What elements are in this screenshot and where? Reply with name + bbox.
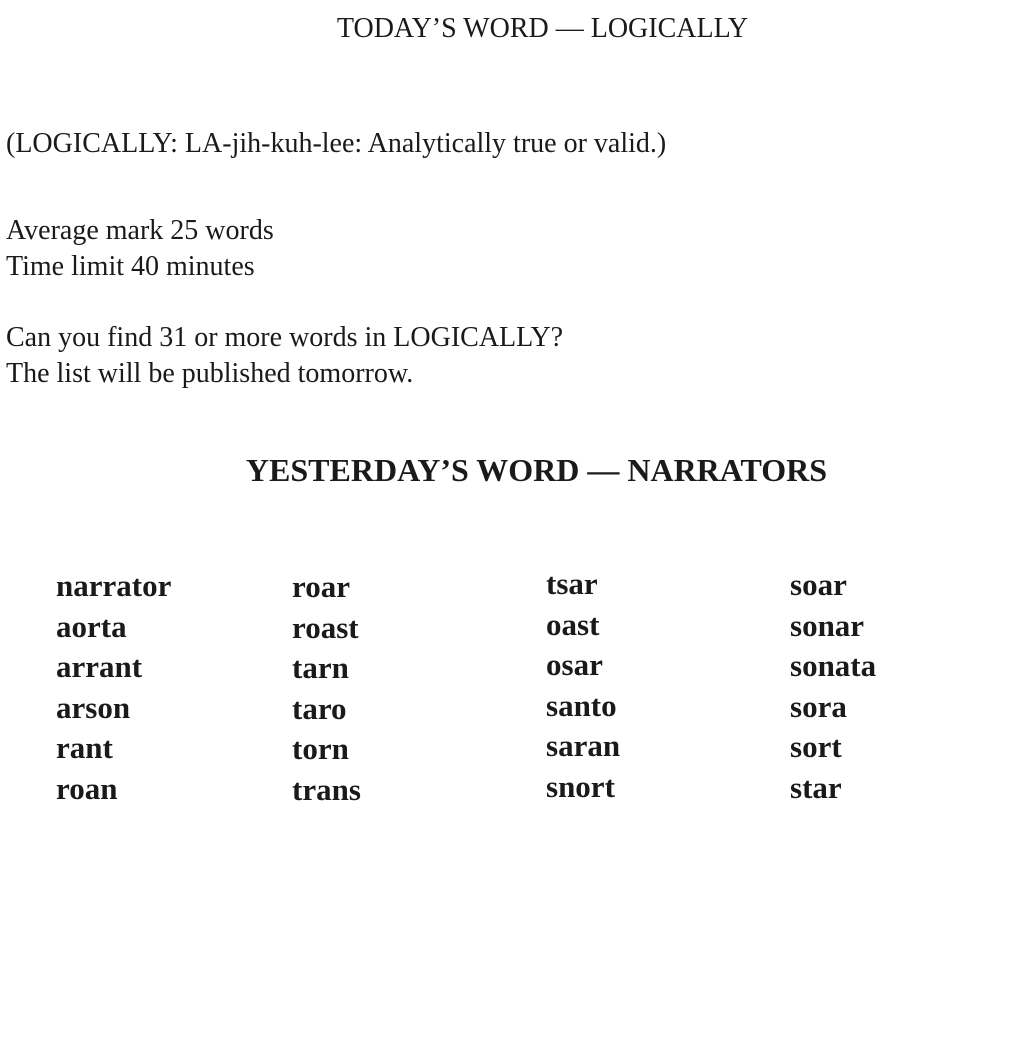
answer-word: rant — [56, 730, 113, 766]
answer-word: taro — [292, 690, 347, 726]
todays-word-title: TODAY’S WORD — LOGICALLY — [336, 13, 749, 44]
answer-word: roar — [292, 569, 350, 604]
challenge-text — [6, 320, 563, 392]
answer-word: torn — [292, 731, 349, 767]
answer-word: snort — [546, 768, 615, 804]
answer-word: tarn — [292, 650, 349, 686]
answer-word: narrator — [56, 568, 172, 603]
answer-word: aorta — [56, 608, 127, 644]
answer-word: saran — [546, 728, 621, 764]
answer-word: tsar — [546, 566, 598, 601]
word-column-4 — [790, 565, 876, 809]
answer-word: santo — [546, 687, 617, 723]
answer-word: sora — [790, 688, 847, 724]
word-column-2 — [292, 567, 361, 811]
challenge-question: Can you find 31 or more words in LOGICALLY? — [6, 322, 564, 353]
answer-word: roast — [292, 609, 359, 645]
answer-word: oast — [546, 606, 600, 642]
answer-word: star — [790, 769, 842, 805]
answer-word: sort — [790, 729, 842, 765]
publish-note: The list will be published tomorrow. — [6, 358, 414, 389]
answer-word: soar — [790, 567, 847, 602]
word-column-1 — [56, 566, 171, 810]
word-definition: (LOGICALLY: LA-jih-kuh-lee: Analytically true or valid.) — [6, 128, 667, 159]
word-column-3 — [546, 564, 620, 808]
puzzle-stats — [6, 213, 274, 285]
answer-word: trans — [292, 771, 361, 807]
time-limit: Time limit 40 minutes — [6, 251, 255, 282]
answer-word: arrant — [56, 649, 143, 685]
answer-word: sonar — [790, 607, 865, 643]
answer-word: sonata — [790, 648, 877, 684]
answer-word: osar — [546, 647, 603, 683]
yesterdays-word-title: YESTERDAY’S WORD — NARRATORS — [245, 452, 828, 488]
answer-word: roan — [56, 770, 118, 806]
answer-word: arson — [56, 689, 131, 725]
average-mark: Average mark 25 words — [6, 215, 274, 246]
